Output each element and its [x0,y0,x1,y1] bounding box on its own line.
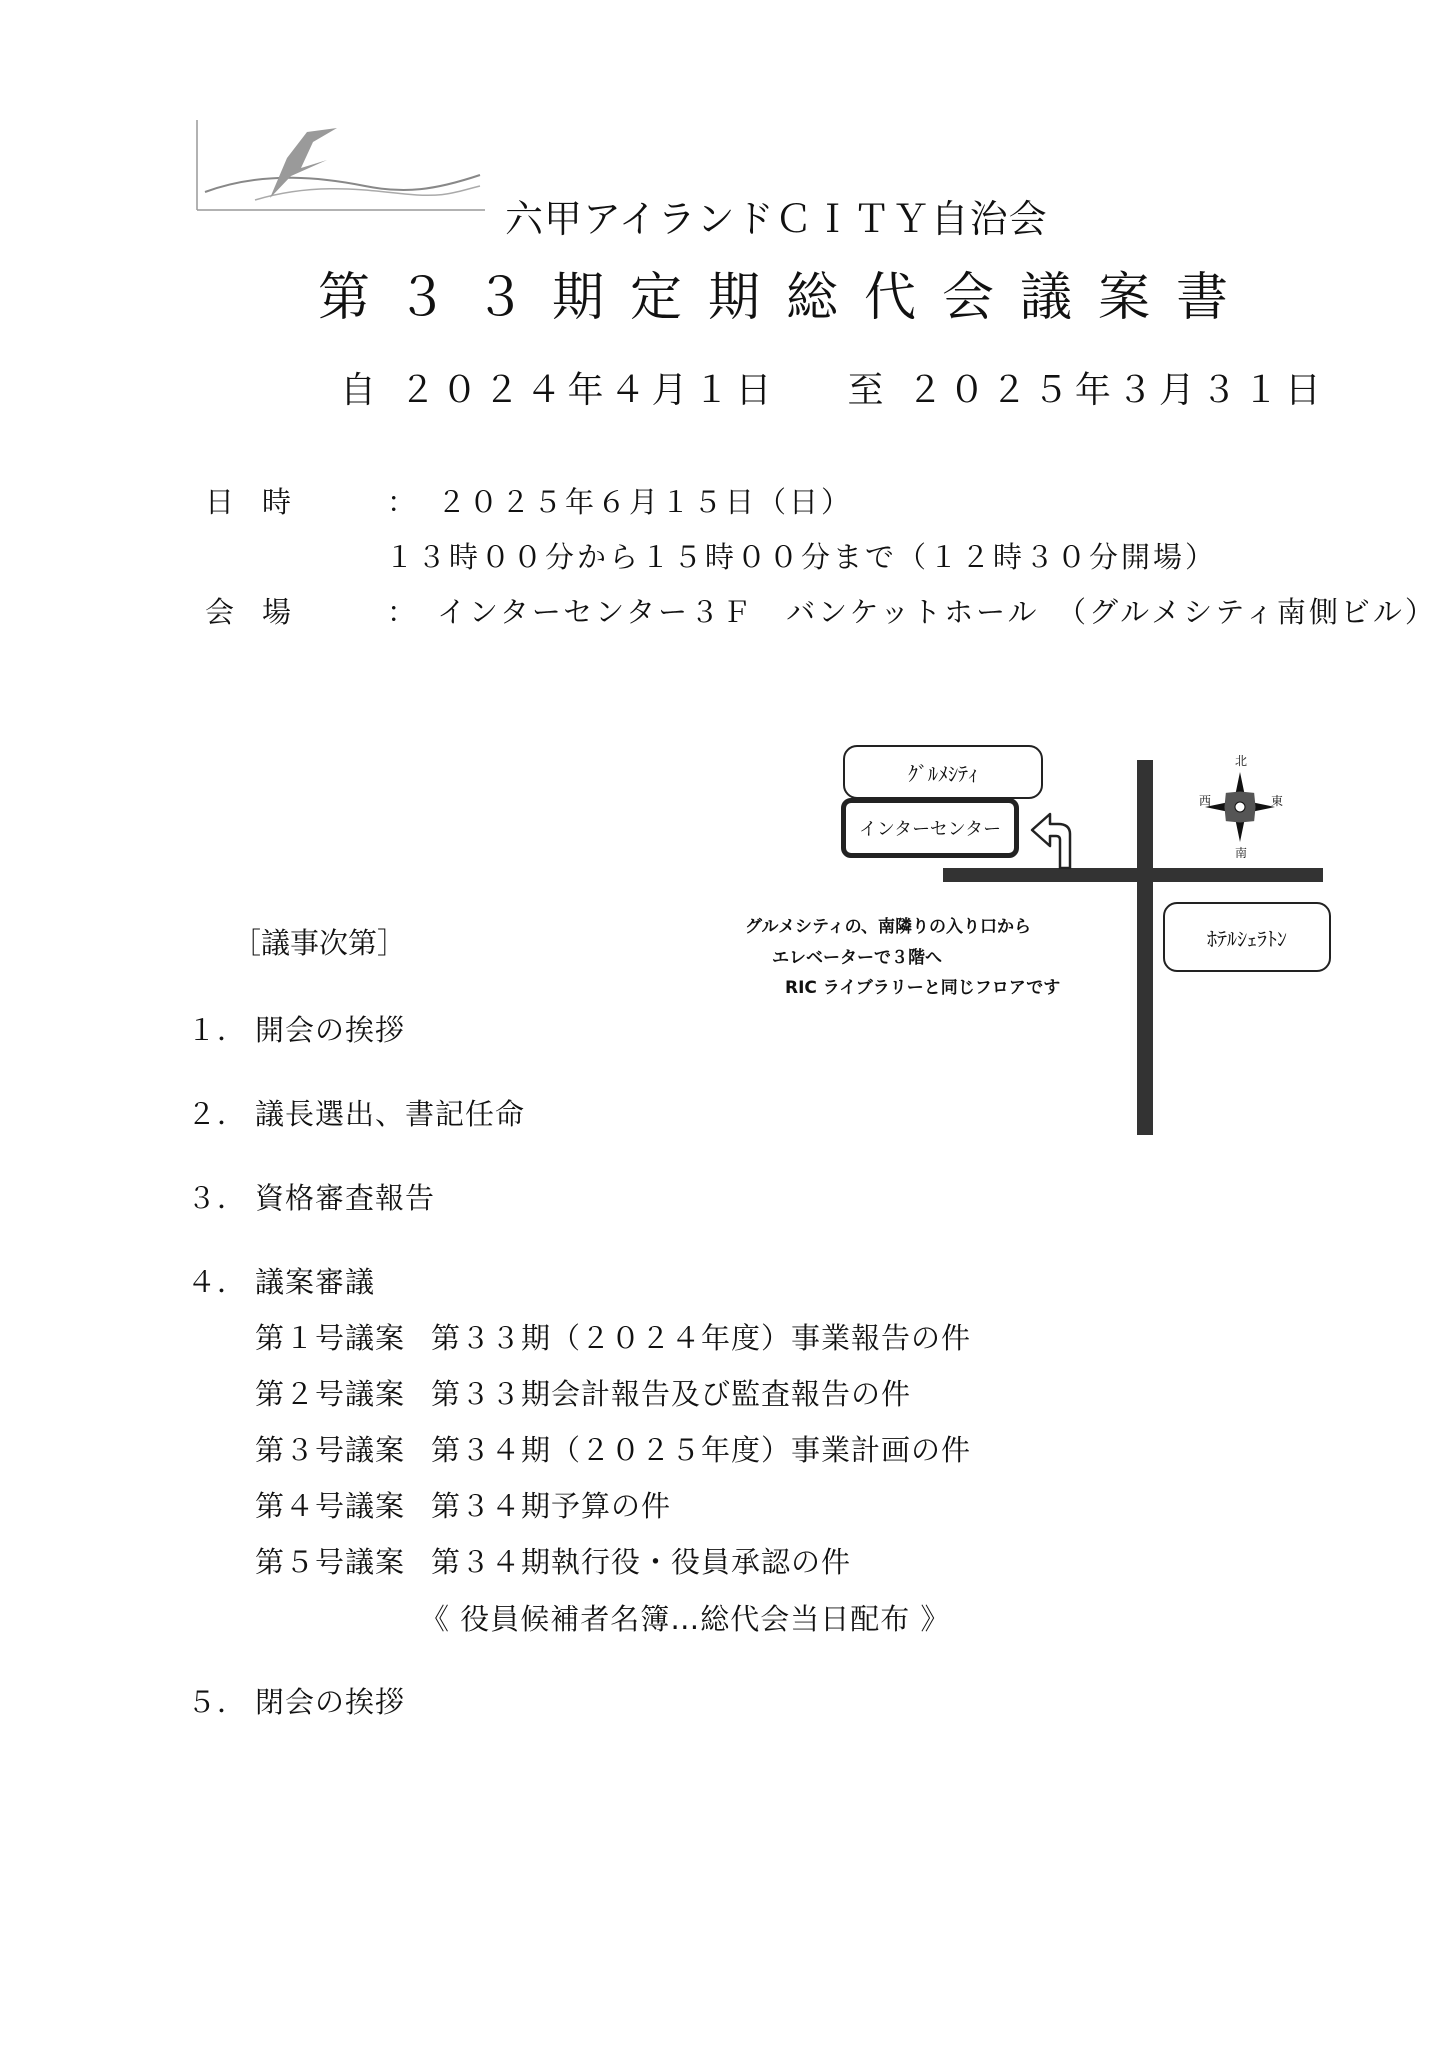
agenda-item-3 [187,1176,435,1217]
venue-value: インターセンター３Ｆ バンケットホール （グルメシティ南側ビル） [437,595,1437,629]
meeting-venue-row [205,590,1437,631]
date-value: ２０２５年６月１５日（日） [437,485,854,519]
proposal-text: 第３４期執行役・役員承認の件 [431,1545,852,1579]
proposal-1 [255,1316,971,1357]
proposal-4 [255,1484,671,1525]
agenda-item-number: ２． [187,1097,248,1131]
agenda-item-text: 開会の挨拶 [255,1013,406,1047]
proposal-number: 第２号議案 [255,1377,406,1411]
map-note-line-1: グルメシティの、南隣りの入り口から [745,917,1031,937]
agenda-item-number: ３． [187,1181,248,1215]
agenda-item-text: 資格審査報告 [255,1181,436,1215]
map-note-line-3: RIC ライブラリーと同じフロアです [785,978,1061,998]
meeting-time-row [385,535,1217,576]
meeting-date-row [205,480,853,521]
proposal-3 [255,1428,971,1469]
proposal-5 [255,1540,851,1581]
compass-west: 西 [1199,794,1212,808]
agenda-item-2 [187,1092,525,1133]
fiscal-period [340,362,1327,413]
turn-arrow-icon [1030,808,1078,870]
proposal-number: 第３号議案 [255,1433,406,1467]
period-to: 至 ２０２５年３月３１日 [847,370,1327,411]
road-horizontal [943,868,1323,882]
agenda-item-text: 議案審議 [255,1265,376,1299]
building-inter-center: インターセンター [841,798,1019,858]
candidate-list-note: 《 役員候補者名簿…総代会当日配布 》 [420,1602,951,1636]
building-hotel-sheraton: ﾎﾃﾙｼｪﾗﾄﾝ [1163,902,1331,972]
proposal-number: 第４号議案 [255,1489,406,1523]
agenda-item-number: ４． [187,1265,248,1299]
proposal-number: 第５号議案 [255,1545,406,1579]
proposal-2 [255,1372,911,1413]
agenda-item-4 [187,1260,375,1301]
document-title: 第３３期定期総代会議案書 [318,268,1255,328]
agenda-item-number: ５． [187,1685,248,1719]
agenda-heading: ［議事次第］ [232,926,407,960]
map-note-line-2: エレベーターで３階へ [772,948,942,968]
agenda-item-5 [187,1680,405,1721]
road-vertical [1137,760,1153,1135]
time-value: １３時００分から１５時００分まで（１２時３０分開場） [385,540,1218,574]
proposal-text: 第３４期予算の件 [431,1489,672,1523]
date-label: 日時 [205,485,320,519]
building-gourmet-city: ｸﾞﾙﾒｼﾃｨ [843,745,1043,799]
organization-name: 六甲アイランドＣＩＴＹ自治会 [505,197,1048,241]
proposal-text: 第３３期（２０２４年度）事業報告の件 [431,1321,972,1355]
compass-east: 東 [1271,794,1284,808]
venue-colon: ： [387,595,420,629]
proposal-number: 第１号議案 [255,1321,406,1355]
agenda-item-text: 議長選出、書記任命 [255,1097,526,1131]
period-from: 自 ２０２４年４月１日 [340,370,778,411]
agenda-item-text: 閉会の挨拶 [255,1685,406,1719]
proposal-text: 第３３期会計報告及び監査報告の件 [431,1377,912,1411]
venue-label: 会場 [205,595,320,629]
agenda-item-1 [187,1008,405,1049]
seagull-logo [195,120,485,215]
compass-south: 南 [1235,846,1248,860]
agenda-item-number: １． [187,1013,248,1047]
compass-north: 北 [1235,754,1248,768]
proposal-text: 第３４期（２０２５年度）事業計画の件 [431,1433,972,1467]
date-colon: ： [387,485,420,519]
compass [1185,752,1295,862]
